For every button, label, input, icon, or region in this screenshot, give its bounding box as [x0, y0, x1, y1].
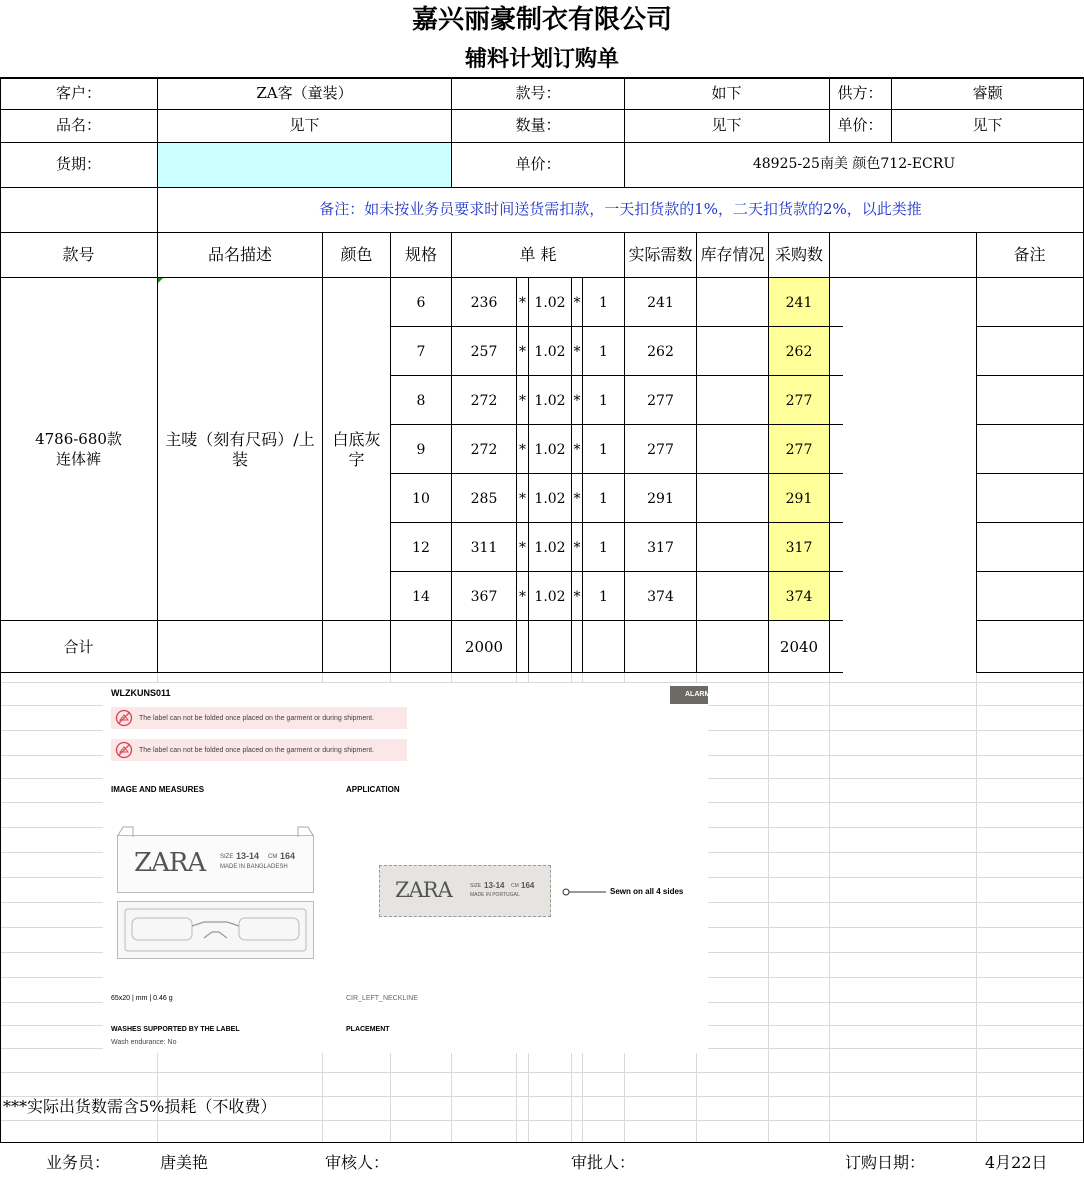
- row-mult: 1: [599, 442, 608, 458]
- sales-label: 业务员：: [46, 1153, 111, 1172]
- cm-value-applied: 164: [521, 881, 535, 890]
- label-front: [117, 835, 314, 893]
- no-fold-icon: [115, 741, 133, 759]
- row-mult: 1: [599, 540, 608, 556]
- row-actual: 241: [647, 295, 674, 311]
- cm-word-applied: CM: [511, 883, 519, 889]
- wash-endurance: Wash endurance: No: [111, 1039, 177, 1046]
- reviewer-label: 审核人：: [325, 1153, 390, 1172]
- border-line: [976, 424, 1084, 425]
- product-value[interactable]: 见下: [289, 116, 320, 134]
- border-line: [696, 232, 697, 672]
- dimensions-text: 65x20 | mm | 0.46 g: [111, 995, 173, 1002]
- total-qty: 2000: [464, 638, 504, 656]
- placement-title: PLACEMENT: [346, 1026, 390, 1033]
- border-line: [390, 375, 843, 376]
- delivery-label: 货期：: [55, 155, 101, 173]
- row-op1: *: [519, 344, 526, 360]
- delivery-cell-fill[interactable]: [158, 143, 451, 187]
- row-op1: *: [519, 295, 526, 311]
- border-line: [571, 277, 572, 672]
- row-purchase[interactable]: 317: [785, 540, 813, 556]
- row-qty: 285: [470, 491, 498, 507]
- row-purchase[interactable]: 374: [785, 589, 813, 605]
- row-size: 14: [412, 589, 430, 605]
- label-back-rfid: [117, 901, 314, 959]
- item-desc-2: 装: [231, 450, 248, 469]
- style-label: 款号：: [515, 84, 561, 102]
- row-size: 9: [416, 442, 426, 458]
- label-spec-image: [103, 683, 711, 1053]
- row-op1: *: [519, 589, 526, 605]
- supplier-value[interactable]: 睿颢: [972, 84, 1003, 102]
- footnote: ***实际出货数需含5%损耗（不收费）: [3, 1097, 277, 1116]
- row-actual: 291: [647, 491, 674, 507]
- border-line: [390, 326, 843, 327]
- row-size: 12: [412, 540, 430, 556]
- col-style-no: 款号: [62, 245, 95, 264]
- border-line: [976, 672, 1084, 673]
- border-line: [0, 672, 843, 673]
- row-qty: 311: [470, 540, 498, 556]
- row-op2: *: [573, 295, 581, 311]
- item-desc-1: 主唛（刻有尺码）/上: [165, 430, 315, 449]
- border-line: [390, 522, 843, 523]
- border-line: [0, 232, 1084, 233]
- customer-value[interactable]: ZA客（童装）: [256, 84, 353, 102]
- grid-line: [829, 672, 830, 1142]
- border-line: [0, 1142, 1084, 1143]
- border-line: [0, 77, 1084, 79]
- brand-logo: ZARA: [134, 848, 206, 878]
- row-purchase[interactable]: 277: [785, 442, 813, 458]
- row-op1: *: [519, 540, 526, 556]
- grid-line: [0, 1072, 1084, 1073]
- border-line: [390, 473, 843, 474]
- unit-price-label: 单价：: [515, 155, 561, 173]
- col-size: 规格: [404, 245, 437, 264]
- total-label: 合计: [63, 638, 94, 656]
- row-op2: *: [573, 442, 581, 458]
- total-purchase: 2040: [779, 638, 819, 656]
- border-line: [976, 375, 1084, 376]
- row-purchase[interactable]: 262: [785, 344, 813, 360]
- row-actual: 277: [647, 442, 674, 458]
- qty-value[interactable]: 见下: [711, 116, 742, 134]
- border-line: [0, 187, 1084, 188]
- alarm-badge: [670, 686, 711, 704]
- row-mult: 1: [599, 589, 608, 605]
- row-qty: 272: [470, 393, 498, 409]
- customer-label: 客户：: [55, 84, 101, 102]
- col-usage: 单 耗: [519, 245, 557, 264]
- row-op1: *: [519, 491, 526, 507]
- product-label: 品名：: [55, 116, 101, 134]
- col-desc: 品名描述: [207, 245, 272, 264]
- row-op2: *: [573, 393, 581, 409]
- callout-line: [561, 887, 611, 897]
- sales-name[interactable]: 唐美艳: [160, 1153, 209, 1172]
- warning-banner-2: [111, 739, 407, 761]
- cm-value: 164: [280, 851, 296, 861]
- border-line: [157, 77, 158, 672]
- border-line: [528, 277, 529, 672]
- size-word-applied: SIZE: [470, 883, 482, 889]
- style-value[interactable]: 如下: [711, 84, 742, 102]
- border-line: [0, 620, 390, 621]
- row-op2: *: [573, 344, 581, 360]
- cell-marker-icon: [158, 278, 163, 283]
- row-actual: 374: [647, 589, 674, 605]
- row-purchase[interactable]: 291: [785, 491, 813, 507]
- item-color-1: 白底灰: [332, 430, 381, 449]
- company-title: 嘉兴丽豪制衣有限公司: [411, 5, 672, 35]
- size-word: SIZE: [220, 854, 234, 860]
- made-in-1: MADE IN BANGLADESH: [220, 864, 288, 870]
- row-size: 6: [416, 295, 426, 311]
- approver-label: 审批人：: [571, 1153, 636, 1172]
- row-factor: 1.02: [534, 295, 566, 311]
- row-qty: 367: [470, 589, 498, 605]
- row-qty: 272: [470, 442, 498, 458]
- rfid-antenna-icon: [124, 908, 307, 952]
- border-line: [582, 277, 583, 672]
- remark-text: 备注：如未按业务员要求时间送货需扣款，一天扣货款的1%，二天扣货款的2%，以此类推: [319, 200, 922, 218]
- warning-banner-1: [111, 707, 407, 729]
- row-size: 7: [416, 344, 426, 360]
- application-title: APPLICATION: [346, 785, 400, 794]
- col-note: 备注: [1013, 245, 1046, 264]
- border-line: [516, 277, 517, 672]
- size-value-applied: 13-14: [484, 881, 505, 890]
- row-factor: 1.02: [534, 442, 566, 458]
- order-date[interactable]: 4月22日: [985, 1153, 1048, 1172]
- placement-code: CIR_LEFT_NECKLINE: [346, 995, 418, 1002]
- row-purchase[interactable]: 277: [785, 393, 813, 409]
- item-style-no-1: 4786-680款: [35, 430, 122, 448]
- warning-text-1: The label can not be folded once placed on the garment or during shipment.: [139, 715, 375, 722]
- form-title: 辅料计划订购单: [464, 46, 619, 72]
- spec-code: WLZKUNS011: [111, 688, 171, 698]
- price-value[interactable]: 见下: [972, 116, 1003, 134]
- border-line: [976, 522, 1084, 523]
- grid-line: [768, 672, 769, 1142]
- row-size: 10: [412, 491, 430, 507]
- col-actual: 实际需数: [628, 245, 693, 264]
- size-value: 13-14: [236, 851, 260, 861]
- row-factor: 1.02: [534, 344, 566, 360]
- row-op1: *: [519, 442, 526, 458]
- row-mult: 1: [599, 344, 608, 360]
- brand-logo-applied: ZARA: [395, 878, 452, 902]
- row-factor: 1.02: [534, 491, 566, 507]
- row-mult: 1: [599, 295, 608, 311]
- row-actual: 262: [647, 344, 674, 360]
- row-size: 8: [416, 393, 426, 409]
- row-mult: 1: [599, 491, 608, 507]
- grid-line: [0, 1120, 1084, 1121]
- border-line: [0, 109, 1084, 110]
- row-mult: 1: [599, 393, 608, 409]
- row-actual: 277: [647, 393, 674, 409]
- row-actual: 317: [647, 540, 674, 556]
- date-label: 订购日期：: [845, 1153, 926, 1172]
- warning-text-2: The label can not be folded once placed on the garment or during shipment.: [139, 747, 375, 754]
- border-line: [390, 571, 843, 572]
- border-line: [829, 232, 830, 672]
- row-factor: 1.02: [534, 393, 566, 409]
- col-purchase: 采购数: [774, 245, 823, 264]
- border-line: [390, 424, 843, 425]
- grid-line: [976, 672, 977, 1142]
- qty-label: 数量：: [515, 116, 561, 134]
- unit-price-value[interactable]: 48925-25南美 颜色712-ECRU: [752, 156, 956, 172]
- col-color: 颜色: [340, 245, 373, 264]
- border-line: [976, 620, 1084, 621]
- sewn-note: Sewn on all 4 sides: [610, 887, 684, 896]
- border-line: [976, 232, 977, 672]
- row-purchase[interactable]: 241: [785, 295, 813, 311]
- washes-title: WASHES SUPPORTED BY THE LABEL: [111, 1026, 240, 1033]
- col-stock: 库存情况: [700, 245, 765, 264]
- row-op2: *: [573, 491, 581, 507]
- row-qty: 257: [470, 344, 498, 360]
- price-label: 单价：: [837, 116, 883, 134]
- image-measures-title: IMAGE AND MEASURES: [111, 785, 205, 794]
- cm-word: CM: [268, 854, 278, 860]
- item-style-no-2: 连体裤: [55, 450, 101, 468]
- border-line: [0, 77, 1, 1143]
- row-factor: 1.02: [534, 540, 566, 556]
- label-fold-outline: [117, 826, 314, 838]
- row-op1: *: [519, 393, 526, 409]
- border-line: [0, 142, 1084, 143]
- border-line: [976, 571, 1084, 572]
- row-qty: 236: [470, 295, 498, 311]
- made-in-2: MADE IN PORTUGAL: [470, 892, 520, 898]
- item-color-2: 字: [348, 450, 365, 469]
- label-applied: [379, 865, 551, 917]
- no-fold-icon: [115, 709, 133, 727]
- border-line: [390, 620, 843, 621]
- row-factor: 1.02: [534, 589, 566, 605]
- row-op2: *: [573, 589, 581, 605]
- border-line: [976, 326, 1084, 327]
- border-line: [976, 473, 1084, 474]
- alarm-badge-text: ALARM: [685, 691, 711, 698]
- row-op2: *: [573, 540, 581, 556]
- supplier-label: 供方：: [837, 84, 883, 102]
